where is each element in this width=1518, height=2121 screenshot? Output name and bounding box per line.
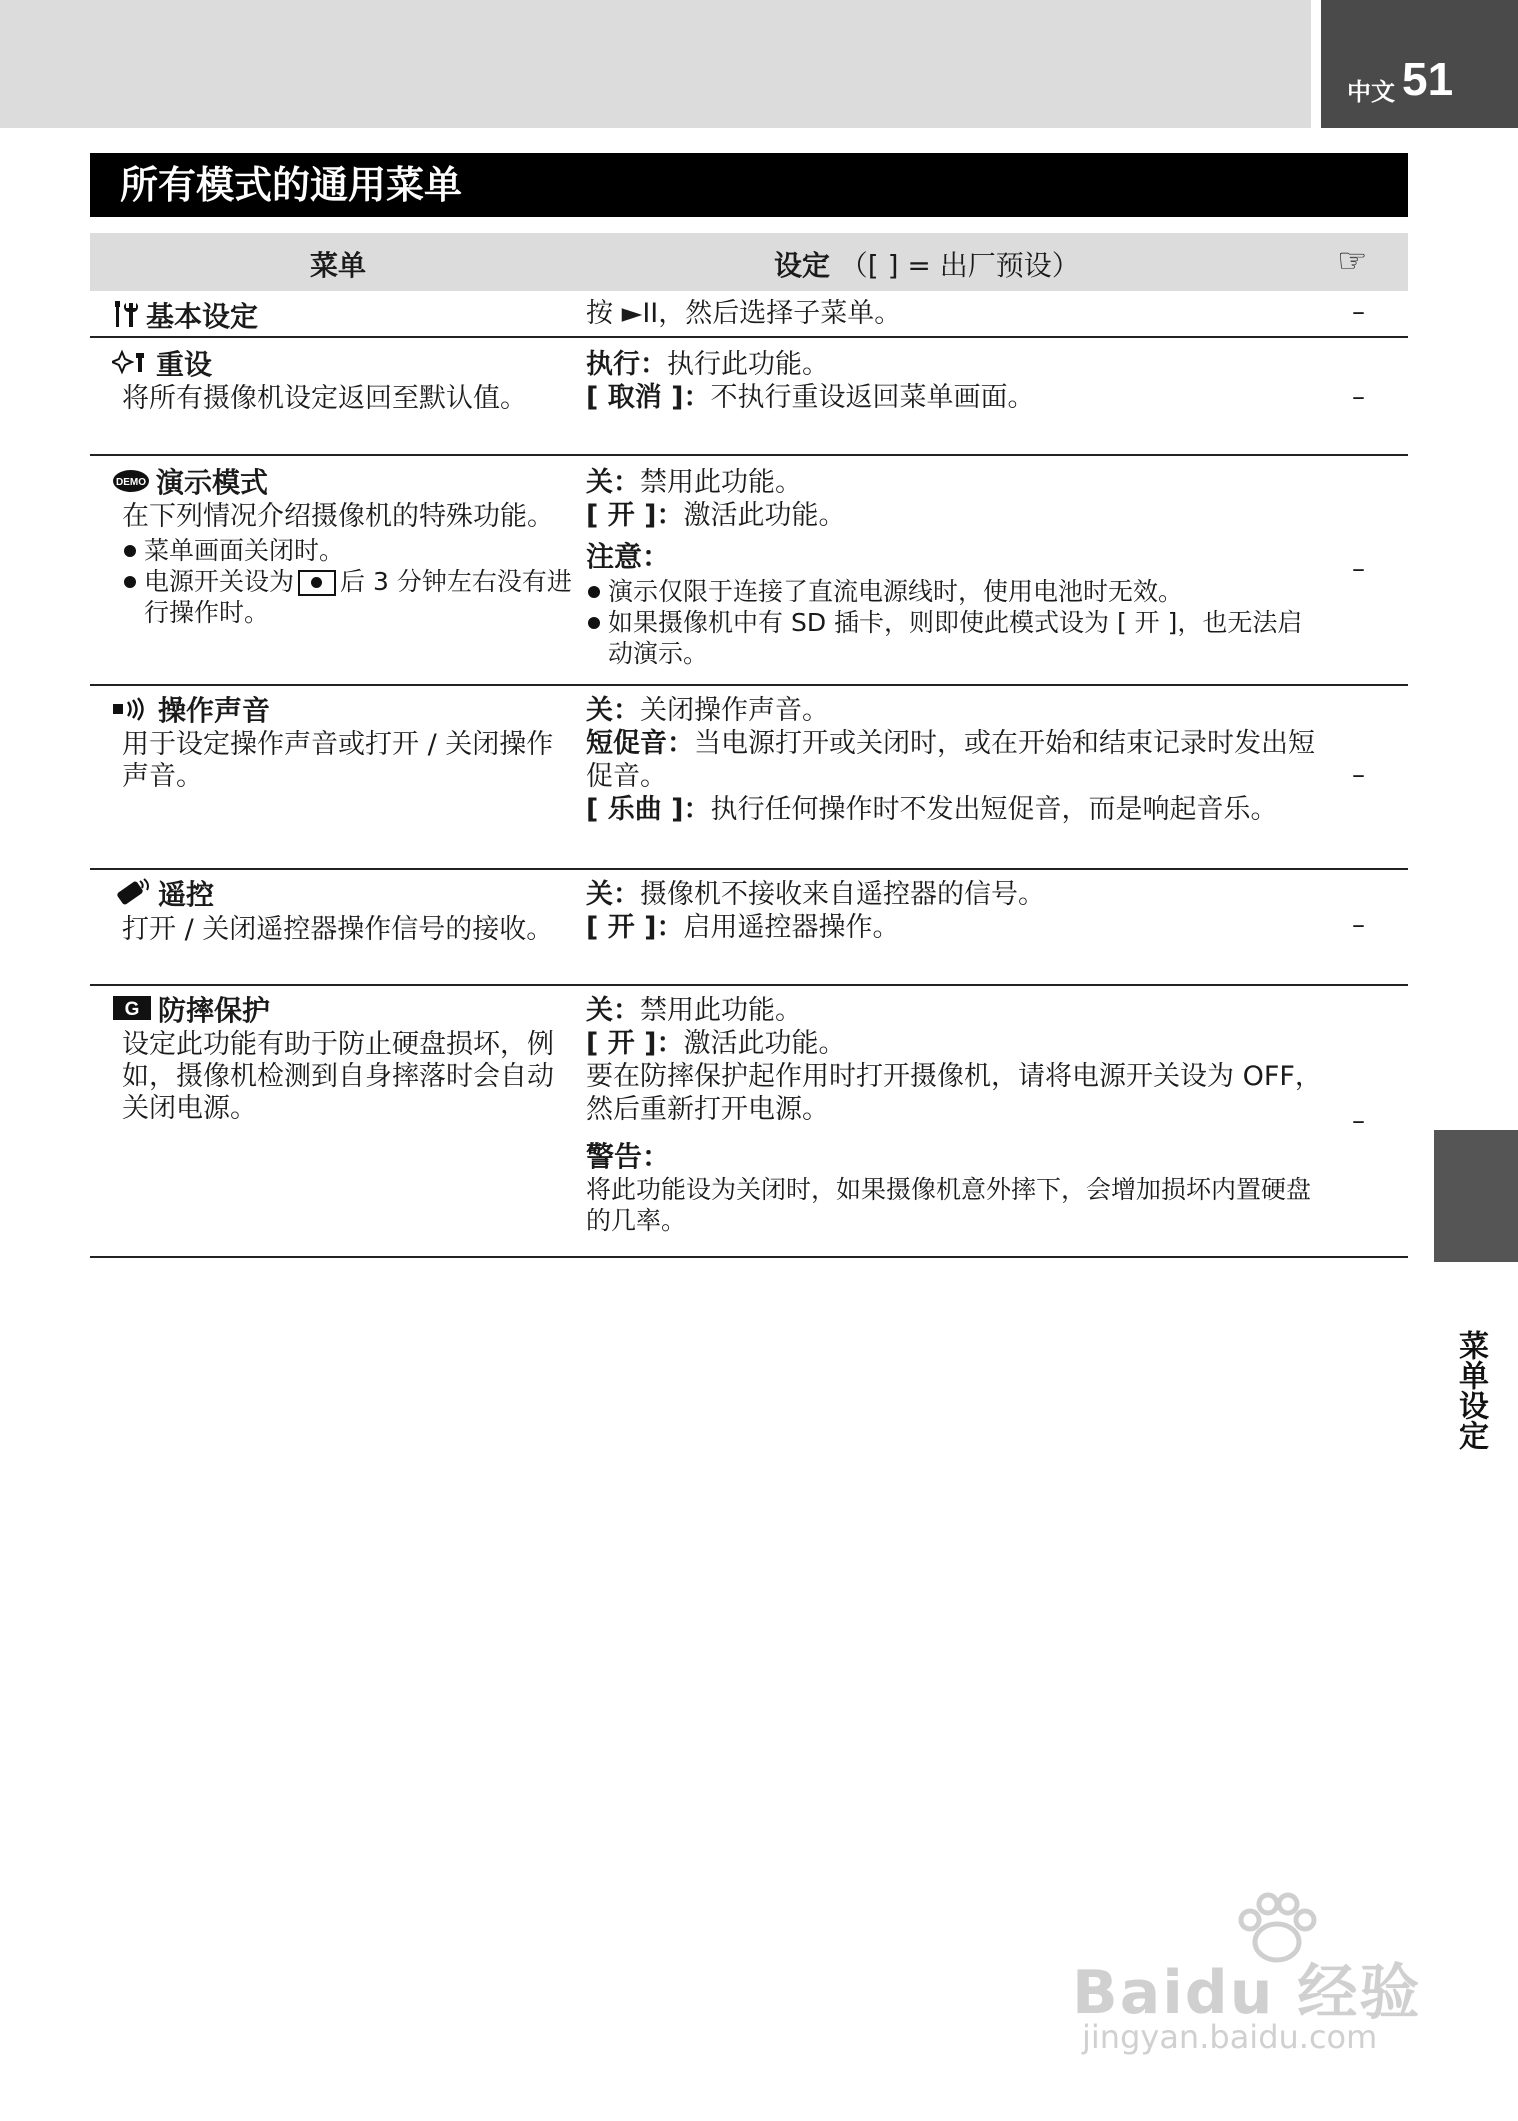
menu-row-sound <box>90 684 1408 870</box>
ref-value: – <box>1352 1106 1365 1136</box>
menu-title: 基本设定 <box>112 299 572 337</box>
reference-icon: ☞ <box>1337 241 1368 281</box>
warning-text: 将此功能设为关闭时，如果摄像机意外摔下，会增加损坏内置硬盘的几率。 <box>586 1175 1312 1235</box>
menu-description: 将所有摄像机设定返回至默认值。 <box>122 383 527 414</box>
watermark <box>1072 1890 1472 2060</box>
option-execute: 执行：执行此功能。 <box>586 349 829 380</box>
section-title: 所有模式的通用菜单 <box>90 153 1408 217</box>
warning-title: 警告： <box>586 1140 671 1173</box>
menu-description: 设定此功能有助于防止硬盘损坏，例如，摄像机检测到自身摔落时会自动关闭电源。 <box>122 1029 554 1124</box>
settings-text: 按 ►II，然后选择子菜单。 <box>586 298 902 329</box>
option-off: 关：摄像机不接收来自遥控器的信号。 <box>586 879 1045 910</box>
option-cancel: [ 取消 ]：不执行重设返回菜单画面。 <box>586 382 1035 413</box>
ref-value: – <box>1352 554 1365 584</box>
page-tab <box>1321 0 1518 128</box>
gsensor-icon <box>112 995 152 1029</box>
menu-title: 操作声音 <box>112 694 572 729</box>
ref-value: – <box>1352 910 1365 940</box>
menu-row-drop-protection <box>90 984 1408 1258</box>
option-melody: [ 乐曲 ]：执行任何操作时不发出短促音，而是响起音乐。 <box>586 794 1278 825</box>
language-label: 中文 <box>1347 78 1395 106</box>
option-on: [ 开 ]：激活此功能。 <box>586 500 846 531</box>
menu-description: 打开 / 关闭遥控器操作信号的接收。 <box>122 914 554 945</box>
record-mode-icon <box>298 570 336 596</box>
page-number: 51 <box>1402 53 1454 105</box>
extra-instructions: 要在防摔保护起作用时打开摄像机，请将电源开关设为 OFF，然后重新打开电源。 <box>586 1061 1322 1125</box>
ref-value: – <box>1352 297 1365 327</box>
remote-icon <box>112 878 152 914</box>
tools-icon <box>112 299 140 337</box>
bullet-item: 菜单画面关闭时。 <box>122 535 572 566</box>
menu-title: G 防摔保护 <box>112 994 572 1029</box>
menu-title: 遥控 <box>112 878 572 914</box>
menu-row-remote <box>90 868 1408 986</box>
option-off: 关：禁用此功能。 <box>586 467 802 498</box>
watermark-brand: Baidu 经验 <box>1072 1958 1422 2028</box>
ref-value: – <box>1352 382 1365 412</box>
side-tab <box>1434 1130 1518 1262</box>
header-setting: 设定 （[ ] = 出厂预设） <box>774 249 1080 282</box>
option-on: [ 开 ]：启用遥控器操作。 <box>586 912 900 943</box>
menu-description: 用于设定操作声音或打开 / 关闭操作声音。 <box>122 729 554 792</box>
reset-icon <box>112 349 150 383</box>
menu-description: 在下列情况介绍摄像机的特殊功能。 <box>122 501 554 532</box>
option-beep: 短促音：当电源打开或关闭时，或在开始和结束记录时发出短促音。 <box>586 728 1315 792</box>
table-header <box>90 233 1408 291</box>
menu-row-reset <box>90 336 1408 456</box>
note-item: 演示仅限于连接了直流电源线时，使用电池时无效。 <box>586 576 1326 607</box>
header-band <box>0 0 1311 128</box>
side-section-label: 菜单设定 <box>1453 1330 1488 1450</box>
svg-text:DEMO: DEMO <box>116 477 146 488</box>
ref-value: – <box>1352 760 1365 790</box>
speaker-icon <box>112 695 152 729</box>
option-on: [ 开 ]：激活此功能。 <box>586 1028 846 1059</box>
menu-title: 重设 <box>112 348 572 383</box>
demo-icon <box>112 467 150 501</box>
note-item: 如果摄像机中有 SD 插卡，则即使此模式设为 [ 开 ]，也无法启动演示。 <box>586 607 1326 669</box>
option-off: 关：关闭操作声音。 <box>586 695 829 726</box>
menu-row-demo <box>90 454 1408 686</box>
bullet-item: 电源开关设为 后 3 分钟左右没有进行操作时。 <box>122 566 572 628</box>
svg-text:G: G <box>124 999 140 1020</box>
menu-title: DEMO 演示模式 <box>112 466 572 501</box>
watermark-url: jingyan.baidu.com <box>1082 2018 1378 2056</box>
option-off: 关：禁用此功能。 <box>586 995 802 1026</box>
note-title: 注意： <box>586 540 671 573</box>
menu-row-basic <box>90 291 1408 338</box>
header-menu: 菜单 <box>310 249 367 282</box>
